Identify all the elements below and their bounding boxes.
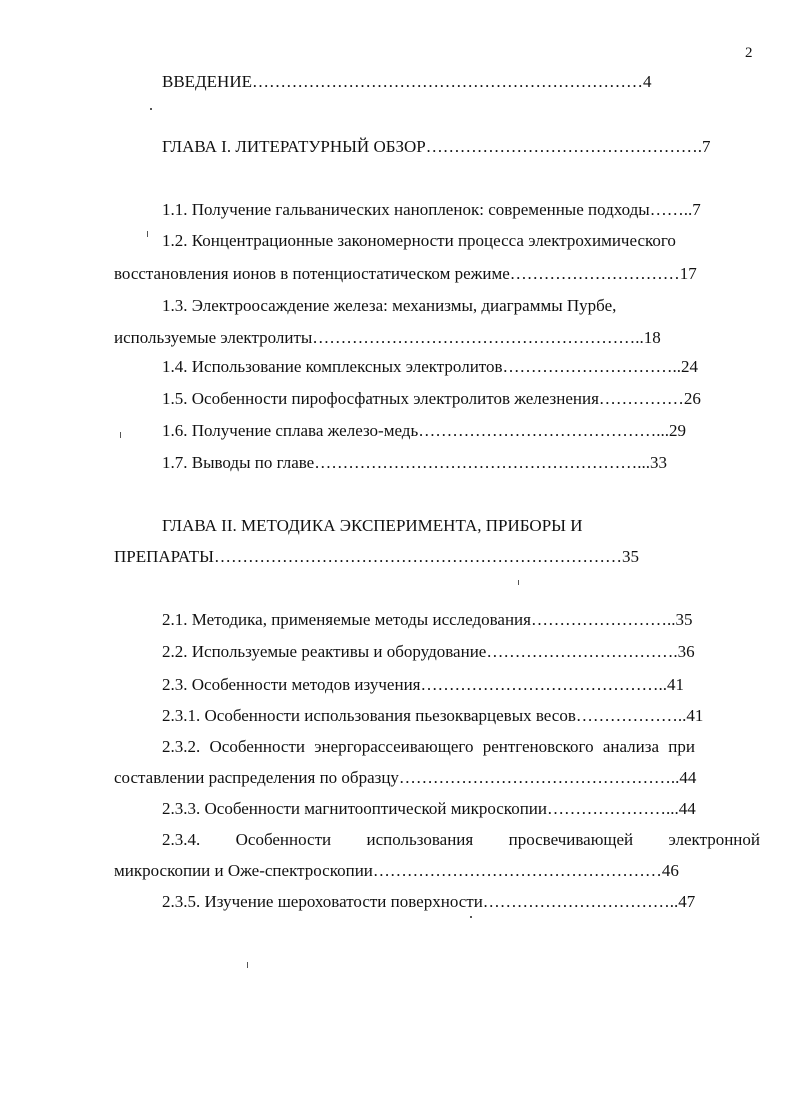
page-number: 2 [745,45,753,61]
toc-entry-2-3-2-line2: составлении распределения по образцу…………………………………………..44 [114,768,697,787]
toc-entry-2-2: 2.2. Используемые реактивы и оборудование…………………………….36 [162,642,695,661]
toc-entry-1-3-line2: используемые электролиты…………………………………………………..18 [114,328,661,347]
toc-entry-2-3: 2.3. Особенности методов изучения……………………………………..41 [162,675,684,694]
scan-speck [470,916,472,918]
toc-chapter-2-title-line1: ГЛАВА II. МЕТОДИКА ЭКСПЕРИМЕНТА, ПРИБОРЫ И [162,516,583,535]
toc-entry-1-4: 1.4. Использование комплексных электролитов…………………………..24 [162,357,699,376]
toc-entry-1-2-line1: 1.2. Концентрационные закономерности процесса электрохимического [162,231,676,250]
scan-speck [120,432,121,438]
toc-word: просвечивающей [508,830,634,849]
toc-word: Особенности [235,830,332,849]
toc-entry-2-3-4-line2: микроскопии и Оже-спектроскопии……………………………………………46 [114,861,679,880]
toc-word: использования [366,830,474,849]
toc-entry-1-2-line2: восстановления ионов в потенциостатическом режиме…………………………17 [114,264,697,283]
toc-entry-1-6: 1.6. Получение сплава железо-медь……………………………………...29 [162,421,686,440]
scan-speck [150,108,152,110]
toc-entry-1-5: 1.5. Особенности пирофосфатных электролитов железнения……………26 [162,389,701,408]
toc-entry-2-3-4-line1 [162,830,760,850]
toc-entry-1-7: 1.7. Выводы по главе…………………………………………………...33 [162,453,667,472]
toc-entry-1-1: 1.1. Получение гальванических нанопленок: современные подходы……..7 [162,200,701,219]
toc-entry-2-1: 2.1. Методика, применяемые методы исследования……………………..35 [162,610,693,629]
toc-entry-2-3-2-line1: 2.3.2. Особенности энергорассеивающего рентгеновского анализа при [162,737,695,756]
toc-entry-1-3-line1: 1.3. Электроосаждение железа: механизмы, диаграммы Пурбе, [162,296,617,315]
toc-entry-introduction: ВВЕДЕНИЕ……………………………………………………………4 [162,72,652,91]
toc-chapter-1-title: ГЛАВА I. ЛИТЕРАТУРНЫЙ ОБЗОР………………………………………….7 [162,137,711,156]
toc-entry-2-3-3: 2.3.3. Особенности магнитооптической микроскопии…………………...44 [162,799,696,818]
scan-speck [247,962,248,968]
scan-speck [147,231,148,237]
toc-entry-2-3-1: 2.3.1. Особенности использования пьезокварцевых весов………………..41 [162,706,704,725]
toc-word: электронной [668,830,760,849]
toc-word: 2.3.4. [162,830,201,849]
toc-entry-2-3-5: 2.3.5. Изучение шероховатости поверхности……………………………..47 [162,892,696,911]
toc-chapter-2-title-line2: ПРЕПАРАТЫ………………………………………………………………35 [114,547,639,566]
scan-speck [518,580,519,585]
